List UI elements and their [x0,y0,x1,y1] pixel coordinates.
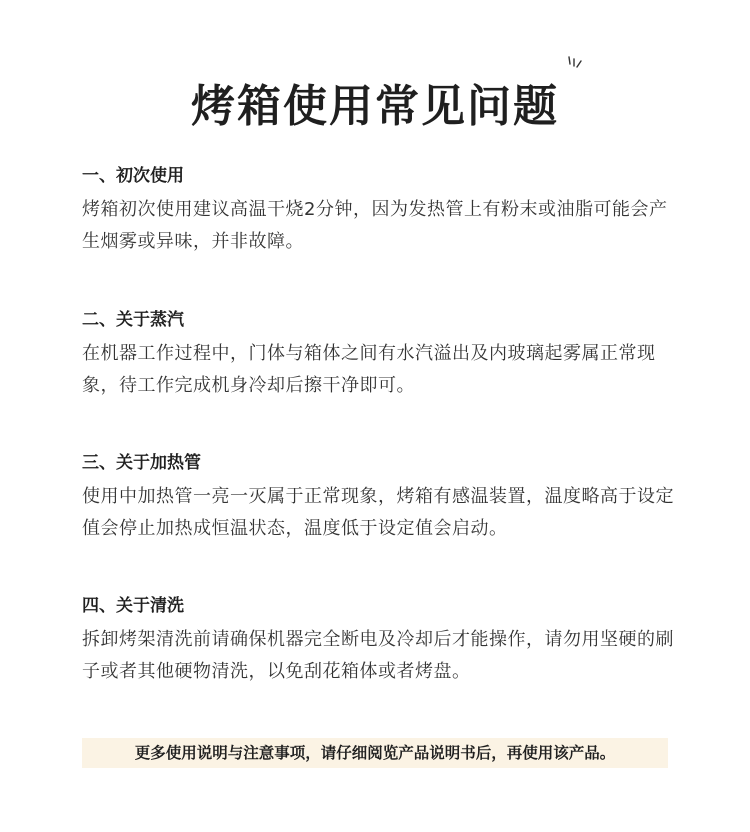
section-body: 使用中加热管一亮一灭属于正常现象，烤箱有感温装置，温度略高于设定值会停止加热成恒温状态，温度低于设定值会启动。 [82,486,674,539]
section-body: 烤箱初次使用建议高温干烧2分钟，因为发热管上有粉末或油脂可能会产生烟雾或异味，并非故障。 [82,199,668,252]
section-heading: 二、关于蒸汽 [82,310,184,330]
section-heading: 四、关于清洗 [82,596,184,616]
footer-note: 更多使用说明与注意事项，请仔细阅览产品说明书后，再使用该产品。 [82,738,668,768]
sparkle-decoration-icon [565,56,583,70]
faq-section-heating-tube [82,451,682,545]
faq-section-cleaning [82,594,682,688]
section-heading: 三、关于加热管 [82,453,201,473]
section-body: 拆卸烤架清洗前请确保机器完全断电及冷却后才能操作，请勿用坚硬的刷子或者其他硬物清洗，以免刮花箱体或者烤盘。 [82,629,674,682]
section-body: 在机器工作过程中，门体与箱体之间有水汽溢出及内玻璃起雾属正常现象，待工作完成机身冷却后擦干净即可。 [82,343,656,396]
faq-section-first-use [82,164,682,258]
section-heading: 一、初次使用 [82,166,184,186]
faq-section-steam [82,308,682,402]
page-title: 烤箱使用常见问题 [191,81,559,132]
